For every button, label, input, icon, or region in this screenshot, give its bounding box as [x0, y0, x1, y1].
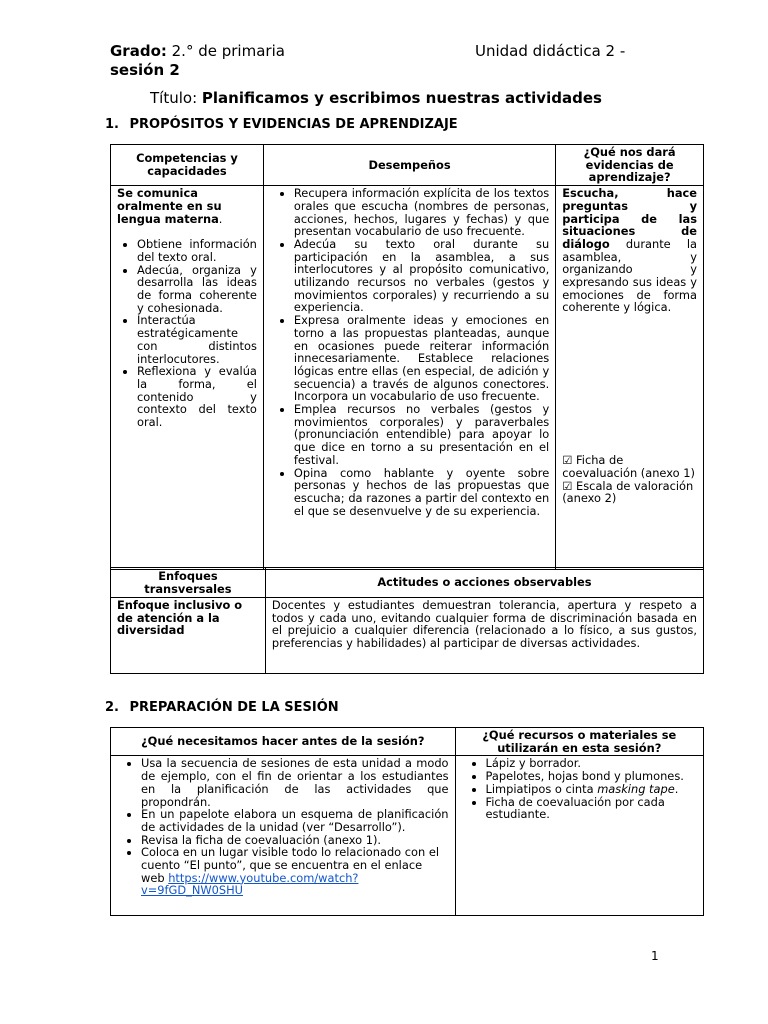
col-evidencias-header: ¿Qué nos dará evidencias de aprendizaje?: [556, 145, 704, 186]
list-item: • Papelotes, hojas bond y plumones.: [486, 770, 697, 783]
recursos-3-end: .: [674, 781, 679, 796]
antes-last-text: Coloca en un lugar visible todo lo relacionado con el cuento “El punto”, que se encuentra en el enlace web: [141, 845, 440, 885]
col-enfoques-header: Enfoques transversales: [111, 568, 266, 598]
recursos-3-italic: masking tape: [597, 781, 675, 796]
purposes-table: [110, 144, 704, 570]
instrumento-2: ☑ Escala de valoración (anexo 2): [562, 478, 694, 506]
list-item: • Adecúa su texto oral durante su participación en la asamblea, a sus interlocutores y al propósito comunicativo, utilizando recursos no verbales (gestos y movimientos corporales) y recurriendo a su experiencia.: [294, 238, 549, 314]
desempenos-cell: [263, 186, 555, 570]
section-2-heading: [105, 700, 339, 715]
capacidades-list: [117, 238, 257, 429]
competencia-title: Se comunica oralmente en su lengua materna: [117, 186, 222, 226]
section-1-heading: [105, 117, 458, 132]
col-actitudes-header: Actitudes o acciones observables: [265, 568, 703, 598]
session-label: sesión 2: [110, 61, 180, 79]
list-item: • Opina como hablante y oyente sobre personas y hechos de las propuestas que escucha; da razones a partir del contexto en el que se desenvuelve y de su experiencia.: [294, 467, 549, 518]
title-value: Planificamos y escribimos nuestras actividades: [201, 89, 602, 107]
list-item: • Emplea recursos no verbales (gestos y movimientos corporales) y paraverbales (pronunciación entendible) para apoyar lo que dice en torno a su presentación en el festival.: [294, 403, 549, 467]
list-item: • Adecúa, organiza y desarrolla las ideas de forma coherente y cohesionada.: [137, 264, 257, 315]
section-1-number: 1.: [105, 117, 119, 132]
actitud-cell: Docentes y estudiantes demuestran tolerancia, apertura y respeto a todos y cada uno, evitando cualquier forma de discriminación basada en el prejuicio a cualquier diferencia (relacionado a lo físico, a sus gustos, preferencias y habilidades) al participar de diversas actividades.: [265, 598, 703, 674]
list-item: [486, 783, 697, 796]
col-recursos-header: ¿Qué recursos o materiales se utilizarán en esta sesión?: [455, 728, 703, 756]
title-label: Título:: [150, 89, 202, 107]
list-item: • Lápiz y borrador.: [486, 757, 697, 770]
youtube-link[interactable]: https://www.youtube.com/watch?v=9fGD_NW0SHU: [141, 870, 359, 898]
desempenos-list: [270, 187, 549, 517]
section-2-title: PREPARACIÓN DE LA SESIÓN: [129, 700, 339, 715]
list-item: • Revisa la ficha de coevaluación (anexo 1).: [141, 834, 449, 847]
competencia-period: .: [218, 211, 223, 226]
list-item: • En un papelote elabora un esquema de planificación de actividades de la unidad (ver “Desarrollo”).: [141, 808, 449, 833]
page-title: [150, 89, 602, 107]
list-item: • Interactúa estratégicamente con distintos interlocutores.: [137, 314, 257, 365]
enfoque-cell: Enfoque inclusivo o de atención a la diversidad: [111, 598, 266, 674]
enfoques-table: [110, 567, 704, 674]
list-item: • Recupera información explícita de los textos orales que escucha (nombres de personas, acciones, hechos, lugares y fechas) y que presentan vocabulario de uso frecuente.: [294, 187, 549, 238]
recursos-cell: [455, 756, 703, 916]
antes-list: [117, 757, 449, 897]
col-antes-header: ¿Qué necesitamos hacer antes de la sesión?: [111, 728, 456, 756]
grade-label: Grado:: [110, 42, 167, 60]
list-item: • Usa la secuencia de sesiones de esta unidad a modo de ejemplo, con el fin de orientar a los estudiantes en la planificación de las actividades que propondrán.: [141, 757, 449, 808]
col-desempenos-header: Desempeños: [263, 145, 555, 186]
antes-cell: [111, 756, 456, 916]
list-item: • Reflexiona y evalúa la forma, el contenido y contexto del texto oral.: [137, 365, 257, 429]
competencias-cell: [111, 186, 264, 570]
section-2-number: 2.: [105, 700, 119, 715]
evidencia-bold: Escucha, hace preguntas y participa de las situaciones de diálogo: [562, 186, 697, 251]
list-item: • Expresa oralmente ideas y emociones en torno a las propuestas planteadas, aunque en ocasiones puede reiterar información innecesariamente. Establece relaciones lógicas entre ellas (en especial, de adición y secuencia) a través de algunos conectores. Incorpora un vocabulario de uso frecuente.: [294, 314, 549, 403]
instrumento-1: ☑ Ficha de coevaluación (anexo 1): [562, 453, 695, 480]
grade-line: [110, 42, 285, 60]
preparation-table: [110, 727, 704, 916]
grade-value: 2.° de primaria: [166, 42, 285, 60]
col-competencias-header: Competencias y capacidades: [111, 145, 264, 186]
evidencia-rest: durante la asamblea, y organizando y expresando sus ideas y emociones de forma coherente y lógica.: [562, 236, 697, 315]
list-item: • Ficha de coevaluación por cada estudiante.: [486, 796, 697, 821]
evidencias-cell: [556, 186, 704, 570]
section-1-title: PROPÓSITOS Y EVIDENCIAS DE APRENDIZAJE: [129, 117, 458, 132]
unit-label: Unidad didáctica 2 -: [475, 42, 626, 60]
list-item: [141, 846, 449, 897]
recursos-3-text: Limpiatipos o cinta: [485, 781, 598, 796]
page-number: 1: [651, 949, 659, 963]
list-item: • Obtiene información del texto oral.: [137, 238, 257, 263]
recursos-list: [462, 757, 697, 821]
